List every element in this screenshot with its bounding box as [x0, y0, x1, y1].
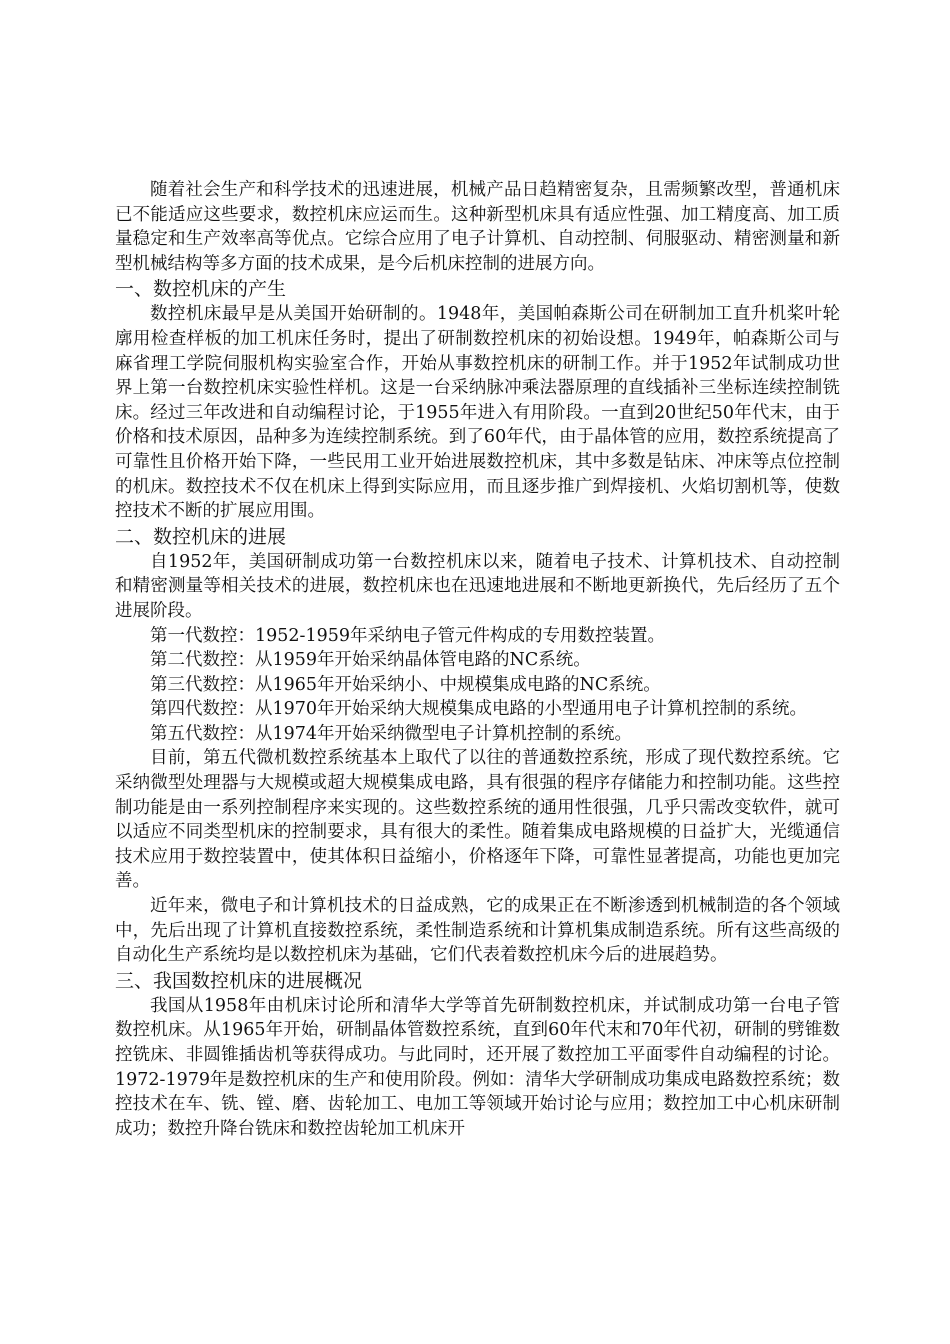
section-2-paragraph-2: 目前，第五代微机数控系统基本上取代了以往的普通数控系统，形成了现代数控系统。它采纳微型处理器与大规模或超大规模集成电路，具有很强的程序存储能力和控制功能。这些控制功能是由一系列控制程序来实现的。这些数控系统的通用性很强，几乎只需改变软件，就可以适应不同类型机床的控制要求，具有很大的柔性。随着集成电路规模的日益扩大，光缆通信技术应用于数控装置中，使其体积日益缩小，价格逐年下降，可靠性显著提高，功能也更加完善。 [115, 748, 840, 892]
section-2-heading: 二、数控机床的进展 [115, 525, 287, 548]
section-3-heading: 三、我国数控机床的进展概况 [115, 969, 363, 992]
section-1-heading: 一、数控机床的产生 [115, 278, 287, 301]
generation-4-item: 第四代数控：从1970年开始采纳大规模集成电路的小型通用电子计算机控制的系统。 [150, 699, 808, 720]
section-3-paragraph: 我国从1958年由机床讨论所和清华大学等首先研制数控机床，并试制成功第一台电子管数控机床。从1965年开始，研制晶体管数控系统，直到60年代末和70年代初，研制的劈锥数控铣床、非圆锥插齿机等获得成功。与此同时，还开展了数控加工平面零件自动编程的讨论。1972-1979年是数控机床的生产和使用阶段。例如：清华大学研制成功集成电路数控系统；数控技术在车、铣、镗、磨、齿轮加工、电加工等领域开始讨论与应用；数控加工中心机床研制成功；数控升降台铣床和数控齿轮加工机床开 [115, 995, 840, 1139]
section-2-paragraph-3: 近年来，微电子和计算机技术的日益成熟，它的成果正在不断渗透到机械制造的各个领域中，先后出现了计算机直接数控系统，柔性制造系统和计算机集成制造系统。所有这些高级的自动化生产系统均是以数控机床为基础，它们代表着数控机床今后的进展趋势。 [115, 896, 840, 966]
section-2-paragraph-1: 自1952年，美国研制成功第一台数控机床以来，随着电子技术、计算机技术、自动控制和精密测量等相关技术的进展，数控机床也在迅速地进展和不断地更新换代，先后经历了五个进展阶段。 [115, 551, 840, 621]
generation-1-item: 第一代数控：1952-1959年采纳电子管元件构成的专用数控装置。 [150, 625, 665, 646]
section-1-paragraph: 数控机床最早是从美国开始研制的。1948年，美国帕森斯公司在研制加工直升机桨叶轮廓用检查样板的加工机床任务时，提出了研制数控机床的初始设想。1949年，帕森斯公司与麻省理工学院伺服机构实验室合作，开始从事数控机床的研制工作。并于1952年试制成功世界上第一台数控机床实验性样机。这是一台采纳脉冲乘法器原理的直线插补三坐标连续控制铣床。经过三年改进和自动编程讨论，于1955年进入有用阶段。一直到20世纪50年代末，由于价格和技术原因，品种多为连续控制系统。到了60年代，由于晶体管的应用，数控系统提高了可靠性且价格开始下降，一些民用工业开始进展数控机床，其中多数是钻床、冲床等点位控制的机床。数控技术不仅在机床上得到实际应用，而且逐步推广到焊接机、火焰切割机等，使数控技术不断的扩展应用围。 [115, 304, 840, 522]
generation-5-item: 第五代数控：从1974年开始采纳微型电子计算机控制的系统。 [150, 723, 633, 744]
generation-3-item: 第三代数控：从1965年开始采纳小、中规模集成电路的NC系统。 [150, 674, 661, 695]
intro-paragraph: 随着社会生产和科学技术的迅速进展，机械产品日趋精密复杂，且需频繁改型，普通机床已不能适应这些要求，数控机床应运而生。这种新型机床具有适应性强、加工精度高、加工质量稳定和生产效率高等优点。它综合应用了电子计算机、自动控制、伺服驱动、精密测量和新型机械结构等多方面的技术成果，是今后机床控制的进展方向。 [115, 180, 840, 274]
document-page [115, 178, 840, 1141]
generation-2-item: 第二代数控：从1959年开始采纳晶体管电路的NC系统。 [150, 650, 591, 671]
